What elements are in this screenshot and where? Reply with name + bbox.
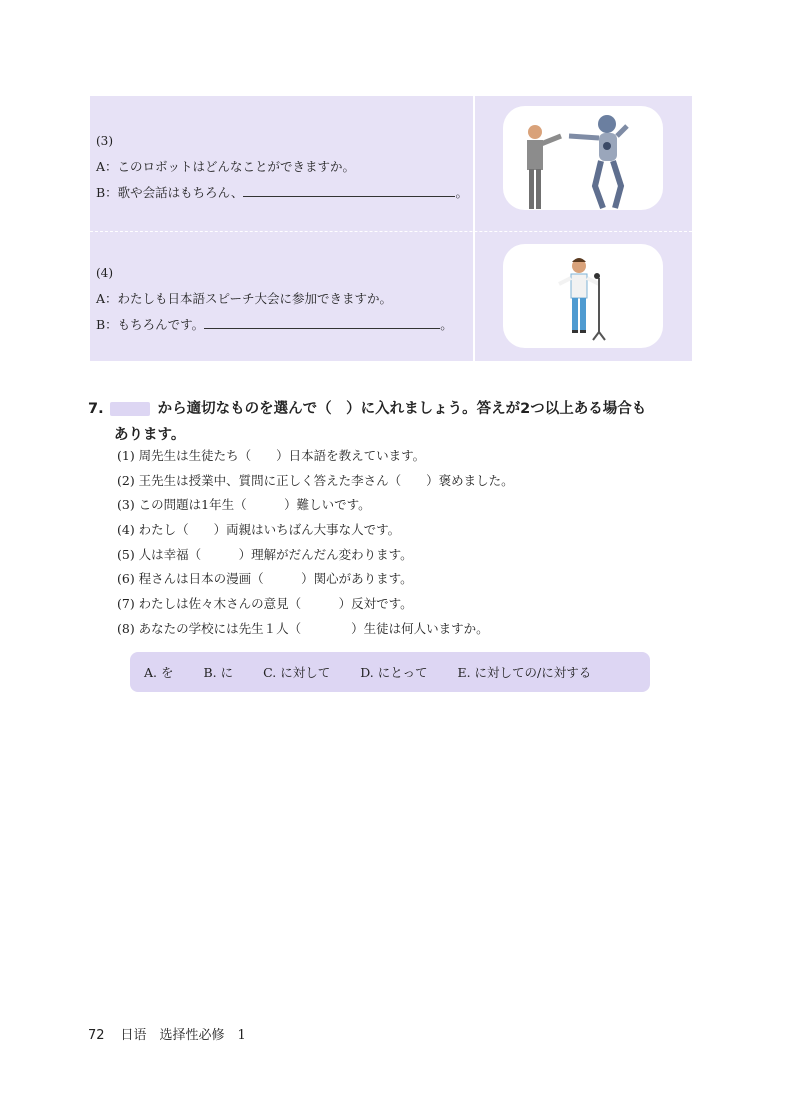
exercise-item-1: (1) 周先生は生徒たち（ ）日本語を教えています。 <box>117 448 426 463</box>
dialogue-4-line-a: A：わたしも日本語スピーチ大会に参加できますか。 <box>96 291 393 306</box>
exercise-item-5: (5) 人は幸福（ ）理解がだんだん変わります。 <box>117 546 413 562</box>
choice-box-swatch <box>110 402 150 416</box>
dialogue-3-number: (3) <box>96 134 113 148</box>
exercise-item-8: (8) あなたの学校には先生１人（ ）生徒は何人いますか。 <box>117 620 489 636</box>
dialogue-3-line-b-text: B：歌や会話はもちろん、 <box>96 185 244 200</box>
choice-b: B. に <box>203 665 234 680</box>
exercise-item-7: (7) わたしは佐々木さんの意見（ ）反対です。 <box>117 596 413 612</box>
dialogue-3-line-a: A：このロボットはどんなことができますか。 <box>96 159 356 174</box>
book-title: 日语 选择性必修 1 <box>120 1028 246 1043</box>
panel-horizontal-divider <box>90 231 692 232</box>
choice-box <box>130 652 650 692</box>
exercise-item-3: (3) この問題は1年生（ ）難しいです。 <box>117 497 371 513</box>
exercise-7-items <box>117 444 514 642</box>
answer-blank-4[interactable] <box>204 314 440 329</box>
robot-picture <box>503 106 663 210</box>
page-number: 72 <box>88 1028 105 1043</box>
dialogue-4 <box>96 260 453 338</box>
dialogue-4-line-b <box>96 312 453 338</box>
speaker-at-microphone-illustration <box>503 244 663 348</box>
page-footer <box>88 1024 246 1043</box>
choice-e: E. に対しての/に対する <box>457 665 592 680</box>
exercise-7-line-1 <box>88 396 708 422</box>
choice-a: A. を <box>144 665 174 680</box>
dialogue-4-line-b-text: B：もちろんです。 <box>96 317 205 332</box>
exercise-item-6: (6) 程さんは日本の漫画（ ）関心があります。 <box>117 571 413 587</box>
exercise-7-instruction-part1: から適切なものを選んで（ ）に入れましょう。答えが2つ以上ある場合も <box>157 401 647 417</box>
panel-vertical-divider <box>473 96 475 361</box>
dialogue-4-number: (4) <box>96 266 113 280</box>
exercise-7-instruction <box>88 396 708 448</box>
exercise-7-number: 7. <box>88 401 104 417</box>
dialogue-3 <box>96 128 468 206</box>
man-and-robot-illustration <box>503 106 663 210</box>
choice-d: D. にとって <box>360 665 428 680</box>
speech-picture <box>503 244 663 348</box>
choice-c: C. に対して <box>263 665 331 680</box>
dialogue-3-line-b <box>96 180 468 206</box>
dialogue-3-line-b-end: 。 <box>455 185 468 200</box>
dialogue-4-line-b-end: 。 <box>440 317 453 332</box>
exercise-item-2: (2) 王先生は授業中、質問に正しく答えた李さん（ ）褒めました。 <box>117 472 514 488</box>
exercise-7-instruction-part2: あります。 <box>114 427 186 443</box>
exercise-item-4: (4) わたし（ ）両親はいちばん大事な人です。 <box>117 522 401 538</box>
answer-blank-3[interactable] <box>243 182 455 197</box>
